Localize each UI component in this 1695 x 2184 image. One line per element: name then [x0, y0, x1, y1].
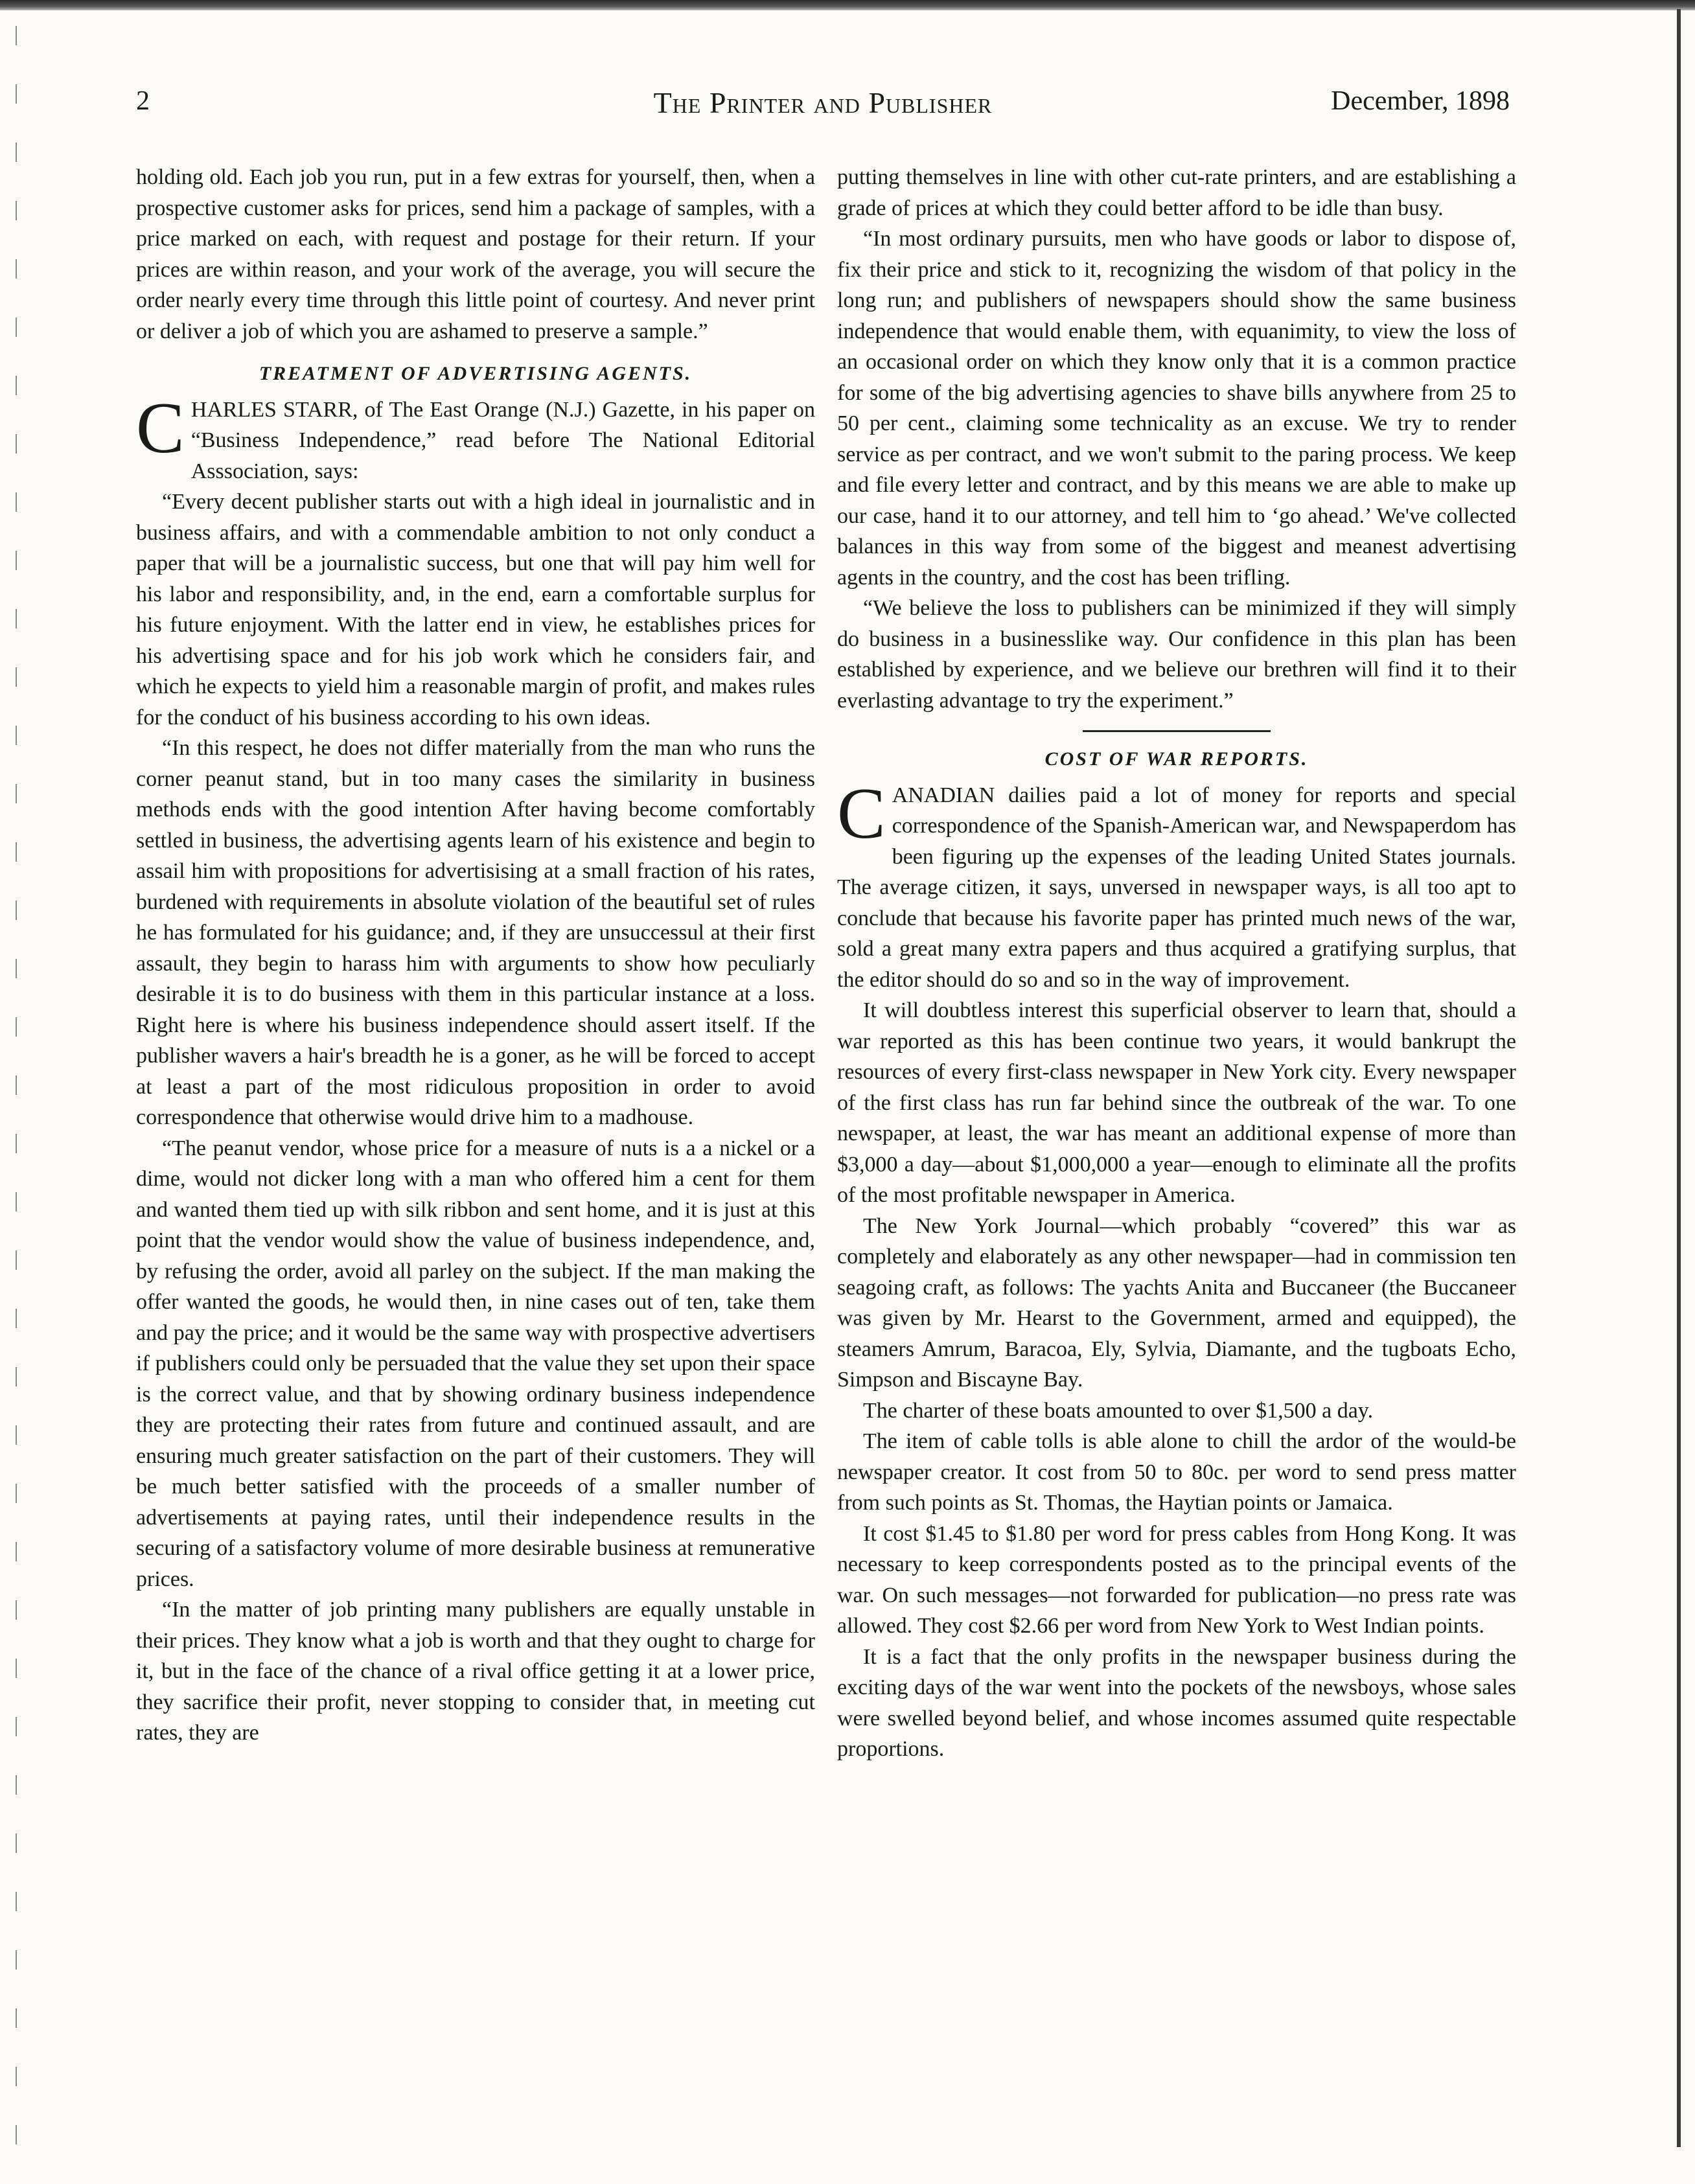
lead-text: HARLES STARR, of The East Orange (N.J.) Gazette, in his paper on “Business Independence,” read before The National Editorial Asssociation, says: — [190, 397, 815, 483]
body-paragraph: “We believe the loss to publishers can be minimized if they will simply do business in a businesslike way. Our confidence in this plan has been established by experience, and we believe our brethren will find it to their everlasting advantage to try the experiment.” — [837, 596, 1516, 713]
right-binding-edge — [1677, 9, 1681, 2147]
running-header — [136, 86, 1510, 131]
body-paragraph: It will doubtless interest this superficial observer to learn that, should a war reported as this has been continue two years, it would bankrupt the resources of every first-class newspaper in New York city. Every newspaper of the first class has run far behind since the outbreak of the war. To one newspaper, at least, the war has meant an additional expense of more than $3,000 a day—about $1,000,000 a year—enough to eliminate all the profits of the most profitable newspaper in America. — [837, 998, 1516, 1207]
section-heading-war-reports: COST OF WAR REPORTS. — [1044, 748, 1309, 770]
section-heading-advertising-agents: TREATMENT OF ADVERTISING AGENTS. — [259, 363, 693, 384]
section-divider-rule — [1083, 730, 1271, 732]
right-column — [837, 162, 1516, 1765]
body-paragraph: It cost $1.45 to $1.80 per word for press cables from Hong Kong. It was necessary to keep correspondents posted as to the principal events of the war. On such messages—not forwarded for publication—no press rate was allowed. They cost $2.66 per word from New York to West Indian points. — [837, 1521, 1516, 1638]
body-paragraph: “In this respect, he does not differ materially from the man who runs the corner peanut stand, but in too many cases the similarity in business methods ends with the good intention After having become comfortably settled in business, the advertising agents learn of his existence and begin to assail him with propositions for advertisising at a small fraction of his rates, burdened with requirements in absolute violation of the beautiful set of rules he has formulated for his guidance; and, if they are unsuccessul at their first assault, they begin to harass him with arguments to show how peculiarly desirable it is to do business with them in this particular instance at a loss. Right here is where his business independence should assert itself. If the publisher wavers a hair's breadth he is a goner, as he will be forced to accept at least a part of the most ridiculous proposition in order to avoid correspondence that otherwise would drive him to a madhouse. — [136, 736, 815, 1129]
body-paragraph: “The peanut vendor, whose price for a measure of nuts is a a nickel or a dime, would not dicker long with a man who offered him a cent for them and wanted them tied up with silk ribbon and sent home, and it is just at this point that the vendor would show the value of business independence, and, by refusing the order, avoid all parley on the subject. If the man making the offer wanted the goods, he would then, in nine cases out of ten, take them and pay the price; and it would be the same way with prospective advertisers if publishers could only be persuaded that the value they set upon their space is the correct value, and that by showing ordinary business independence they are protecting their rates from future and continued assault, and are ensuring much greater satisfaction on the part of their customers. They will be much better satisfied with the proceeds of a smaller number of advertisements at paying rates, until their independence results in the securing of a satisfactory volume of more desirable business at remunerative prices. — [136, 1136, 815, 1591]
body-paragraph: It is a fact that the only profits in the newspaper business during the exciting days of the war went into the pockets of the newsboys, whose sales were swelled beyond belief, and whose incomes assumed quite respectable proportions. — [837, 1644, 1516, 1761]
body-paragraph: “Every decent publisher starts out with a high ideal in journalistic and in business affairs, and with a commendable ambition to not only conduct a paper that will be a journalistic success, but one that will pay him well for his labor and responsibility, and, in the end, earn a comfortable surplus for his future enjoyment. With the latter end in view, he establishes prices for his advertising space and for his job work which he considers fair, and which he expects to yield him a reasonable margin of profit, and makes rules for the conduct of his business according to his own ideas. — [136, 490, 815, 730]
lead-paragraph-starr — [136, 387, 815, 487]
drop-cap: C — [136, 387, 185, 468]
page-number: 2 — [136, 86, 150, 116]
body-paragraph: The New York Journal—which probably “covered” this war as completely and elaborately as any other newspaper—had in commission ten seagoing craft, as follows: The yachts Anita and Buccaneer (the Buccaneer was given by Mr. Hearst to the Government, armed and equipped), the steamers Amrum, Baracoa, Ely, Sylvia, Diamante, and the tugboats Echo, Simpson and Biscayne Bay. — [837, 1213, 1516, 1392]
lead-text: ANADIAN dailies paid a lot of money for reports and special correspondence of the Spanish-American war, and Newspaperdom has been figuring up the expenses of the leading United States journals. The average citizen, it says, unversed in newspaper ways, is all too apt to conclude that because his favorite paper has printed much news of the war, sold a great many extra papers and thus acquired a gratifying surplus, that the editor should do so and so in the way of improvement. — [837, 783, 1516, 992]
body-paragraph: The item of cable tolls is able alone to chill the ardor of the would-be newspaper creator. It cost from 50 to 80c. per word to send press matter from such points as St. Thomas, the Haytian points or Jamaica. — [837, 1429, 1516, 1515]
lead-paragraph-canadian — [837, 773, 1516, 996]
issue-date: December, 1898 — [1331, 86, 1510, 116]
continued-paragraph: putting themselves in line with other cut-rate printers, and are establishing a grade of prices at which they could better afford to be idle than busy. — [837, 165, 1516, 220]
body-paragraph: The charter of these boats amounted to over $1,500 a day. — [863, 1398, 1374, 1423]
left-column — [136, 162, 815, 1749]
intro-paragraph: holding old. Each job you run, put in a few extras for yourself, then, when a prospective customer asks for prices, send him a package of samples, with a price marked on each, with request and postage for their return. If your prices are within reason, and your work of the average, you will secure the order nearly every time through this little point of courtesy. And never print or deliver a job of which you are ashamed to preserve a sample.” — [136, 165, 815, 343]
journal-title: The Printer and Publisher — [653, 86, 993, 119]
drop-cap: C — [837, 773, 886, 854]
top-border-rule — [0, 0, 1695, 10]
body-paragraph: “In the matter of job printing many publishers are equally unstable in their prices. They know what a job is worth and that they ought to charge for it, but in the face of the chance of a rival office getting it at a lower price, they sacrifice their profit, never stopping to consider that, in meeting cut rates, they are — [136, 1598, 815, 1745]
body-paragraph: “In most ordinary pursuits, men who have goods or labor to dispose of, fix their price and stick to it, recognizing the wisdom of that policy in the long run; and publishers of newspapers should show the same business independence that would enable them, with equanimity, to view the loss of an occasional order on which they know only that it is a common practice for some of the big advertising agencies to shave bills anywhere from 25 to 50 per cent., claiming some technicality as an excuse. We try to render service as per contract, and we won't submit to the paring process. We keep and file every letter and contract, and by this means we are able to make up our case, hand it to our attorney, and tell him to ‘go ahead.’ We've collected balances in this way from some of the biggest and meanest advertising agents in the country, and the cost has been trifling. — [837, 227, 1516, 590]
left-margin-marks — [16, 26, 17, 2151]
